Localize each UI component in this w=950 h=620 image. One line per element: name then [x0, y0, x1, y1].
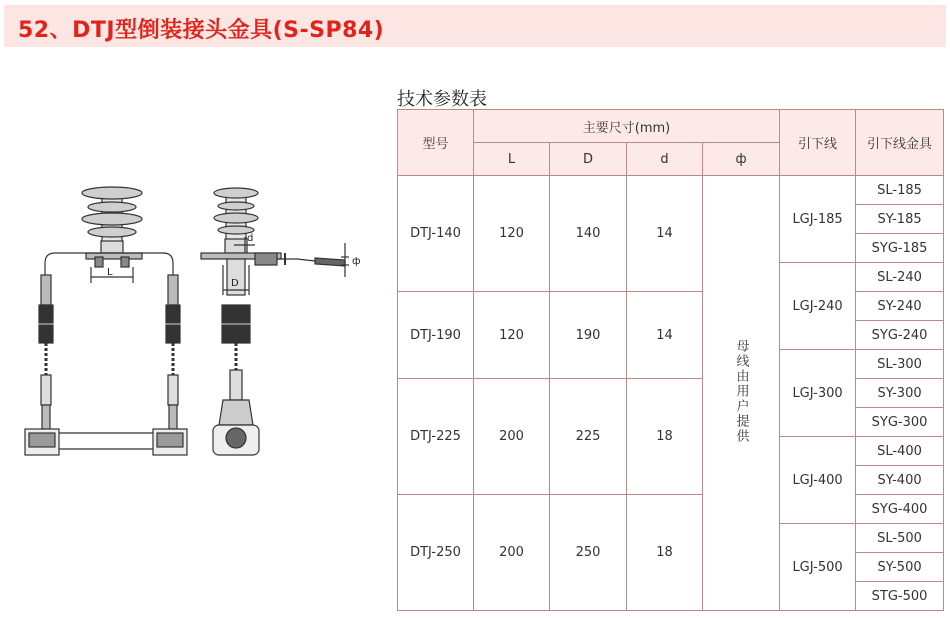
insulator-left [82, 187, 142, 253]
cell-fitting: SY-400 [856, 466, 944, 495]
title-banner [4, 5, 946, 47]
cell-fitting: STG-500 [856, 582, 944, 611]
cell-fitting: SY-185 [856, 205, 944, 234]
label-d: d [247, 233, 254, 244]
cell-D: 140 [550, 176, 627, 292]
cell-fitting: SY-500 [856, 553, 944, 582]
cell-fitting: SY-240 [856, 292, 944, 321]
cell-L: 120 [474, 292, 550, 379]
cell-fitting: SL-500 [856, 524, 944, 553]
cell-lead: LGJ-300 [780, 350, 856, 437]
cell-model: DTJ-250 [398, 495, 474, 611]
cell-D: 225 [550, 379, 627, 495]
header-fitting: 引下线金具 [856, 110, 944, 176]
header-d: d [627, 143, 703, 176]
header-main-dims: 主要尺寸(mm) [474, 110, 780, 143]
cell-model: DTJ-140 [398, 176, 474, 292]
table-title: 技术参数表 [397, 89, 487, 110]
parameter-table [397, 109, 944, 611]
cell-model: DTJ-190 [398, 292, 474, 379]
cell-fitting: SYG-400 [856, 495, 944, 524]
cell-D: 190 [550, 292, 627, 379]
cell-L: 120 [474, 176, 550, 292]
cell-d: 18 [627, 495, 703, 611]
cell-fitting: SL-400 [856, 437, 944, 466]
cell-fitting: SL-300 [856, 350, 944, 379]
chain-center [213, 305, 259, 455]
label-D: D [231, 278, 239, 289]
frame-left [45, 253, 173, 310]
fitting-drawing [15, 165, 365, 465]
cell-L: 200 [474, 495, 550, 611]
phi-note: 母线由用户提供 [733, 338, 749, 444]
chain-left [39, 275, 53, 429]
chain-right [166, 275, 180, 429]
header-L: L [474, 143, 550, 176]
label-L: L [107, 267, 113, 278]
label-phi: ф [352, 256, 361, 267]
header-lead: 引下线 [780, 110, 856, 176]
header-phi: ф [703, 143, 780, 176]
cell-fitting: SYG-300 [856, 408, 944, 437]
cell-d: 14 [627, 176, 703, 292]
cell-D: 250 [550, 495, 627, 611]
cell-fitting: SYG-185 [856, 234, 944, 263]
cell-d: 18 [627, 379, 703, 495]
cell-lead: LGJ-400 [780, 437, 856, 524]
cell-fitting: SL-185 [856, 176, 944, 205]
header-D: D [550, 143, 627, 176]
page-title: 52、DTJ型倒装接头金具(S-SP84) [18, 18, 385, 43]
busbar [25, 429, 187, 455]
cell-phi-note [703, 176, 780, 611]
cell-fitting: SY-300 [856, 379, 944, 408]
cell-lead: LGJ-185 [780, 176, 856, 263]
header-model: 型号 [398, 110, 474, 176]
cell-L: 200 [474, 379, 550, 495]
cell-fitting: SL-240 [856, 263, 944, 292]
cell-fitting: SYG-240 [856, 321, 944, 350]
cell-lead: LGJ-240 [780, 263, 856, 350]
cell-lead: LGJ-500 [780, 524, 856, 611]
cell-d: 14 [627, 292, 703, 379]
cell-model: DTJ-225 [398, 379, 474, 495]
